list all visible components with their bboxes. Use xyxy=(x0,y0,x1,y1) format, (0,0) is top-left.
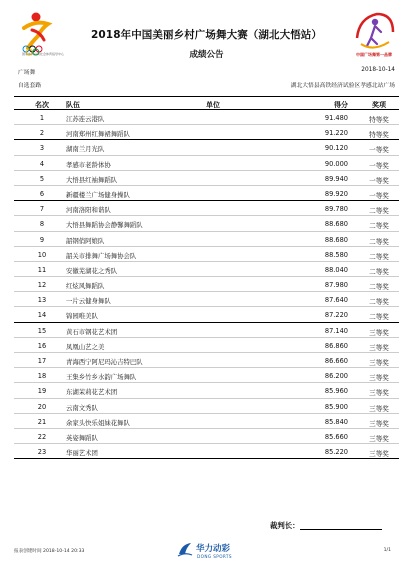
award-cell: 二等奖 xyxy=(369,267,389,276)
col-team-header: 队伍 xyxy=(66,100,80,109)
brand-logo xyxy=(176,540,246,570)
table-row xyxy=(14,429,399,444)
team-cell: 凤凰山艺之美 xyxy=(66,342,105,351)
award-cell: 一等奖 xyxy=(369,146,389,155)
page-number: 1/1 xyxy=(383,548,391,553)
score-cell: 85.840 xyxy=(324,417,348,426)
score-cell: 90.000 xyxy=(324,159,348,168)
rank-cell: 9 xyxy=(39,235,45,244)
rank-cell: 8 xyxy=(39,220,45,229)
event-label: 广场舞 xyxy=(18,70,36,76)
score-cell: 87.640 xyxy=(324,296,348,305)
team-cell: 黄石市钢花艺术团 xyxy=(66,327,118,336)
table-row xyxy=(14,140,399,155)
score-cell: 87.140 xyxy=(324,326,348,335)
team-cell: 红炫风舞蹈队 xyxy=(66,282,105,291)
rank-cell: 12 xyxy=(37,281,47,290)
rank-cell: 20 xyxy=(37,402,47,411)
rank-cell: 3 xyxy=(39,144,45,153)
brand-name: 华力动彩 xyxy=(196,544,231,554)
rank-cell: 1 xyxy=(39,114,45,122)
rank-cell: 21 xyxy=(37,417,47,426)
team-cell: 东湖茉莉花艺术团 xyxy=(66,388,118,397)
award-cell: 一等奖 xyxy=(369,176,389,185)
score-cell: 88.680 xyxy=(324,235,348,244)
col-rank-header: 名次 xyxy=(35,100,49,109)
team-cell: 一片云健身舞队 xyxy=(66,297,111,306)
team-cell: 华丽艺术团 xyxy=(66,449,98,458)
table-row xyxy=(14,383,399,398)
rank-cell: 14 xyxy=(37,311,47,320)
page-title: 2018年中国美丽乡村广场舞大赛（湖北大悟站） xyxy=(90,29,323,41)
score-cell: 88.040 xyxy=(324,265,348,274)
team-cell: 青海西宁阿尼玛沁吉特巴队 xyxy=(66,358,143,366)
award-cell: 二等奖 xyxy=(369,237,389,246)
rank-cell: 19 xyxy=(37,387,47,396)
score-cell: 86.860 xyxy=(324,341,348,350)
left-logo-caption: 国家体育总局社会体育指导中心 xyxy=(21,52,64,56)
rank-cell: 13 xyxy=(37,296,47,305)
rank-cell: 5 xyxy=(39,174,45,183)
rank-cell: 23 xyxy=(37,448,47,457)
table-row xyxy=(14,414,399,429)
team-cell: 锦园唯美队 xyxy=(66,312,98,321)
rank-cell: 18 xyxy=(37,372,47,381)
rank-cell: 4 xyxy=(39,159,45,168)
score-cell: 91.480 xyxy=(324,114,348,122)
score-cell: 85.220 xyxy=(324,448,348,457)
award-cell: 二等奖 xyxy=(369,252,389,261)
table-row xyxy=(14,307,399,322)
award-cell: 二等奖 xyxy=(369,207,389,216)
score-cell: 89.920 xyxy=(324,189,348,198)
table-row xyxy=(14,368,399,383)
team-cell: 大悟县舞蹈协会静馨舞蹈队 xyxy=(66,221,143,230)
table-row xyxy=(14,125,399,140)
rank-cell: 11 xyxy=(37,265,47,274)
rank-cell: 6 xyxy=(39,189,45,198)
table-row xyxy=(14,201,399,216)
col-score-header: 得分 xyxy=(334,100,348,109)
rank-cell: 15 xyxy=(37,326,47,335)
award-cell: 三等奖 xyxy=(369,389,389,398)
team-cell: 新疆楼兰广场健身操队 xyxy=(66,190,130,199)
score-cell: 85.960 xyxy=(324,387,348,396)
award-cell: 二等奖 xyxy=(369,298,389,307)
results-table xyxy=(14,96,399,459)
rank-cell: 16 xyxy=(37,341,47,350)
table-row xyxy=(14,338,399,353)
award-cell: 二等奖 xyxy=(369,222,389,231)
team-cell: 江苏连云港队 xyxy=(66,115,105,123)
award-cell: 三等奖 xyxy=(369,450,389,459)
team-cell: 韶关市排舞广场舞协会队 xyxy=(66,251,137,260)
award-cell: 三等奖 xyxy=(369,434,389,443)
score-cell: 89.780 xyxy=(324,205,348,214)
page-subtitle: 成绩公告 xyxy=(189,50,224,60)
table-row xyxy=(14,262,399,277)
team-cell: 云南文秀队 xyxy=(66,403,98,412)
award-cell: 三等奖 xyxy=(369,419,389,428)
table-row xyxy=(14,216,399,231)
award-cell: 三等奖 xyxy=(369,374,389,383)
award-cell: 一等奖 xyxy=(369,191,389,200)
brand-subtitle: DONG SPORTS xyxy=(197,554,232,559)
table-header xyxy=(14,96,399,110)
team-cell: 余家头快乐姐妹花舞队 xyxy=(66,418,130,427)
rank-cell: 22 xyxy=(37,432,47,441)
award-cell: 特等奖 xyxy=(369,131,389,140)
score-cell: 90.120 xyxy=(324,144,348,153)
right-logo-caption: 中国广场舞第一品牌 xyxy=(356,52,392,57)
team-cell: 大悟县红袖舞蹈队 xyxy=(66,175,118,184)
table-row xyxy=(14,171,399,186)
team-cell: 英姿舞蹈队 xyxy=(66,433,98,442)
chief-judge-label: 裁判长： xyxy=(270,521,300,530)
team-cell: 韶钢俏阿娘队 xyxy=(66,236,105,245)
venue-label: 湖北大悟县高铁经济试验区孝感北站广场 xyxy=(290,83,395,89)
table-row xyxy=(14,444,399,459)
score-cell: 86.200 xyxy=(324,372,348,381)
event-date: 2018-10-14 xyxy=(361,67,395,73)
score-cell: 89.940 xyxy=(324,174,348,183)
score-cell: 91.220 xyxy=(324,129,348,138)
table-row xyxy=(14,247,399,262)
score-cell: 87.220 xyxy=(324,311,348,320)
score-cell: 86.660 xyxy=(324,357,348,365)
table-row xyxy=(14,186,399,201)
table-row xyxy=(14,110,399,125)
table-row xyxy=(14,232,399,247)
award-cell: 三等奖 xyxy=(369,359,389,367)
team-cell: 孝感市老龄体协 xyxy=(66,160,111,169)
award-cell: 二等奖 xyxy=(369,283,389,292)
table-row xyxy=(14,277,399,292)
table-row xyxy=(14,353,399,368)
award-cell: 特等奖 xyxy=(369,116,389,124)
col-unit-header: 单位 xyxy=(206,100,220,109)
team-cell: 王集乡竹乡水韵广场舞队 xyxy=(66,373,137,382)
brand-icon xyxy=(176,540,194,558)
award-cell: 二等奖 xyxy=(369,313,389,322)
table-row xyxy=(14,323,399,338)
score-cell: 88.680 xyxy=(324,220,348,229)
team-cell: 河南洛阳和谐队 xyxy=(66,206,111,215)
table-row xyxy=(14,156,399,171)
score-cell: 88.580 xyxy=(324,250,348,259)
rank-cell: 7 xyxy=(39,205,45,214)
score-cell: 85.900 xyxy=(324,402,348,411)
rank-cell: 17 xyxy=(37,357,47,365)
category-label: 自选套路 xyxy=(18,83,42,89)
award-cell: 三等奖 xyxy=(369,328,389,337)
team-cell: 安徽芜湖花之秀队 xyxy=(66,266,118,275)
score-cell: 85.660 xyxy=(324,432,348,441)
award-cell: 一等奖 xyxy=(369,161,389,170)
award-cell: 三等奖 xyxy=(369,404,389,413)
table-row xyxy=(14,292,399,307)
signature-line xyxy=(300,529,382,530)
score-cell: 87.980 xyxy=(324,281,348,290)
award-cell: 三等奖 xyxy=(369,343,389,352)
col-award-header: 奖项 xyxy=(372,100,386,109)
table-row xyxy=(14,399,399,414)
rank-cell: 2 xyxy=(39,129,45,138)
team-cell: 湖南兰月光队 xyxy=(66,145,105,154)
team-cell: 河南郑州红舞裙舞蹈队 xyxy=(66,130,130,139)
rank-cell: 10 xyxy=(37,250,47,259)
report-created-time: 报表创建时间 2018-10-14 20:33 xyxy=(14,549,85,554)
